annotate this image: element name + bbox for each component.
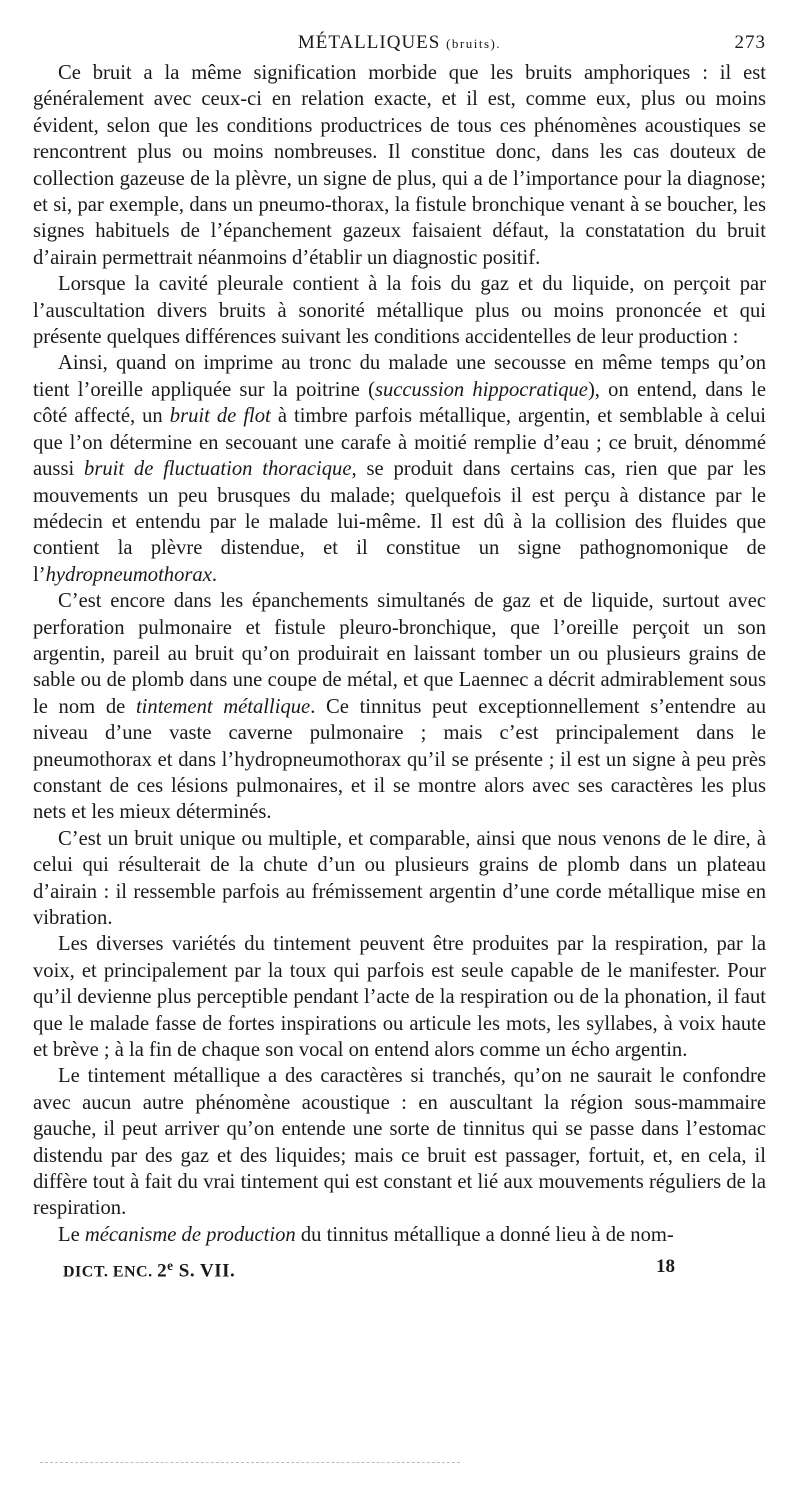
series-number: 2	[157, 1260, 168, 1282]
paragraph	[33, 931, 766, 1063]
signature-mark	[63, 1258, 235, 1282]
paragraph	[33, 1063, 766, 1221]
page-footer	[33, 1254, 766, 1284]
italic-term: bruit de fluctuation thoracique	[84, 458, 352, 481]
italic-term: mécanisme de production	[84, 1223, 296, 1246]
header-subtitle: (bruits).	[446, 36, 502, 51]
body-text	[33, 60, 766, 1248]
text-run: C’est un bruit unique ou multiple, et comparable, ainsi que nous venons de le dire, à celui qui résulterait de la chute d’un ou plusieurs grains de plomb dans un plateau d’airain : il ressemble parfois au frémissement argentin d’une corde métallique mise en vibration.	[33, 827, 766, 929]
paragraph	[33, 588, 766, 826]
paragraph	[33, 826, 766, 932]
signature-suffix: S. VII.	[173, 1260, 236, 1282]
italic-term: bruit de flot	[169, 405, 271, 428]
text-run: Les diverses variétés du tintement peuvent être produites par la respiration, par la voix, et principalement par la toux qui parfois est seule capable de le manifester. Pour qu’il devienne plus perceptible pendant l’acte de la respiration ou de la phonation, il faut que le malade fasse de fortes inspirations ou articule les mots, les syllabes, à voix haute et brève ; à la fin de chaque son vocal on entend alors comme un écho argentin.	[33, 933, 766, 1062]
running-header	[33, 30, 766, 60]
paragraph	[33, 271, 766, 350]
header-title: MÉTALLIQUES	[297, 32, 441, 53]
text-run: Le tintement métallique a des caractères si tranchés, qu’on ne saurait le confondre avec aucun autre phénomène acoustique : en auscultant la région sous-mammaire gauche, il peut arriver qu’on entende une sorte de tinnitus qui se passe dans l’estomac distendu par des gaz et des liquides; mais ce bruit est passager, fortuit, et, en cela, il diffère tout à fait du vrai tintement qui est constant et lié aux mouvements réguliers de la respiration.	[33, 1065, 766, 1220]
text-run: Ainsi, quand on imprime au tronc du malade une secousse en même temps qu’on tient l’oreille appliquée sur la poitrine (	[33, 352, 766, 401]
text-run: .	[211, 563, 217, 586]
text-run: . Ce tinnitus peut exceptionnellement s’entendre au niveau d’une vaste caverne pulmonaire ; mais c’est principalement dans le pneumothorax et dans l’hydropneumothorax qu’il se présente ; il est un signe à peu près constant de ces lésions pulmonaires, et il se montre alors avec ses caractères les plus nets et les mieux déterminés.	[33, 695, 766, 824]
paragraph	[33, 350, 766, 588]
signature-prefix: DICT. ENC.	[63, 1263, 158, 1281]
text-run: Lorsque la cavité pleurale contient à la fois du gaz et du liquide, on perçoit par l’auscultation divers bruits à sonorité métallique plus ou moins prononcée et qui présente quelques différences suivant les conditions accidentelles de leur production :	[33, 273, 766, 349]
text-run: du tinnitus métallique a donné lieu à de nom-	[295, 1223, 674, 1246]
italic-term: hydropneumothorax	[45, 563, 212, 586]
running-title	[33, 32, 766, 54]
text-run: C’est encore dans les épanchements simultanés de gaz et de liquide, surtout avec perforation pulmonaire et fistule pleuro-bronchique, que l’oreille perçoit un son argentin, pareil au bruit qu’on produirait en laissant tomber un ou plusieurs grains de sable ou de plomb dans une coupe de métal, et que Laennec a décrit admirablement sous le nom de	[33, 590, 766, 718]
paragraph	[33, 1222, 766, 1248]
italic-term: tintement métallique	[135, 695, 311, 718]
text-run: à timbre parfois métallique, argentin, et semblable à celui que l’on détermine en secouant une carafe à moitié remplie d’eau ; ce bruit, dénommé aussi	[33, 405, 766, 481]
text-run: ), on entend, dans le côté affecté, un	[33, 378, 766, 428]
text-run: Ce bruit a la même signification morbide que les bruits amphoriques : il est généralement avec ceux-ci en relation exacte, et il est, comme eux, plus ou moins évident, selon que les conditions productrices de tous ces phénomènes acoustiques se rencontrent plus ou moins nombreuses. Il constitue donc, dans les cas douteux de collection gazeuse de la plèvre, un signe de plus, qui a de l’importance pour la diagnose; et si, par exemple, dans un pneumo-thorax, la fistule bronchique venant à se boucher, les signes habituels de l’épanchement gazeux faisaient défaut, la constatation du bruit d’airain permettrait néanmoins d’établir un diagnostic positif.	[33, 62, 766, 269]
text-run: Le	[58, 1223, 85, 1246]
paragraph	[33, 60, 766, 271]
text-run: , se produit dans certains cas, rien que par les mouvements un peu brusques du malade; quelquefois il est perçu à distance par le médecin et entendu par le malade lui-même. Il est dû à la collision des fluides que contient la plèvre distendue, et il constitue un signe pathognomonique de l’	[33, 458, 766, 586]
sheet-number: 18	[656, 1256, 675, 1278]
italic-term: succussion hippocratique	[374, 378, 588, 401]
bottom-dotted-rule	[40, 1462, 460, 1464]
series-superscript: e	[167, 1258, 174, 1274]
book-page	[33, 30, 766, 1284]
page-number: 273	[734, 32, 766, 53]
